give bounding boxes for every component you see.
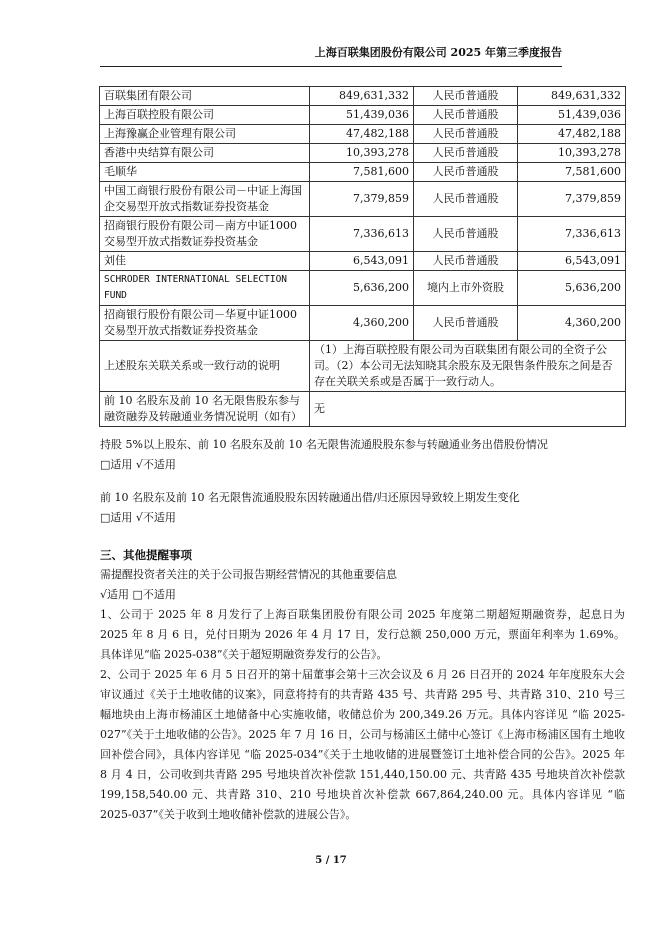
- unrestricted-shares: 10,393,278: [310, 144, 414, 163]
- page-number: 5 / 17: [315, 855, 347, 866]
- share-type: 人民币普通股: [414, 163, 518, 182]
- relation-row: [100, 341, 626, 392]
- margin-label: 前 10 名股东及前 10 名无限售股东参与融资融券及转融通业务情况说明（如有）: [100, 392, 310, 427]
- section-options: √适用 □不适用: [100, 588, 176, 601]
- share-count: 7,379,859: [518, 182, 626, 217]
- shareholder-name: 刘佳: [100, 252, 310, 271]
- relation-label: 上述股东关联关系或一致行动的说明: [100, 341, 310, 392]
- shareholder-name: SCHRODER INTERNATIONAL SELECTION FUND: [100, 271, 310, 306]
- unrestricted-shares: 5,636,200: [310, 271, 414, 306]
- unrestricted-shares: 51,439,036: [310, 106, 414, 125]
- table-row: [100, 182, 626, 217]
- shareholder-name: 中国工商银行股份有限公司－中证上海国企交易型开放式指数证券投资基金: [100, 182, 310, 217]
- margin-text: 无: [310, 392, 626, 427]
- share-count: 5,636,200: [518, 271, 626, 306]
- table-row: [100, 252, 626, 271]
- table-row: [100, 144, 626, 163]
- share-type: 人民币普通股: [414, 125, 518, 144]
- share-type: 人民币普通股: [414, 306, 518, 341]
- unrestricted-shares: 849,631,332: [310, 87, 414, 106]
- shareholder-name: 上海百联控股有限公司: [100, 106, 310, 125]
- section-intro: 需提醒投资者关注的关于公司报告期经营情况的其他重要信息: [100, 568, 397, 581]
- share-count: 849,631,332: [518, 87, 626, 106]
- page-header: 上海百联集团股份有限公司 2025 年第三季度报告: [100, 44, 562, 67]
- share-count: 10,393,278: [518, 144, 626, 163]
- table-row: [100, 125, 626, 144]
- table-row: [100, 217, 626, 252]
- share-count: 6,543,091: [518, 252, 626, 271]
- section-title: 三、其他提醒事项: [100, 548, 192, 562]
- table-row: [100, 106, 626, 125]
- share-type: 人民币普通股: [414, 217, 518, 252]
- unrestricted-shares: 7,336,613: [310, 217, 414, 252]
- shareholder-name: 毛顺华: [100, 163, 310, 182]
- share-type: 境内上市外资股: [414, 271, 518, 306]
- share-type: 人民币普通股: [414, 87, 518, 106]
- top-shareholders-table: [99, 86, 626, 427]
- other-reminders-section: [100, 545, 625, 825]
- relation-text: （1）上海百联控股有限公司为百联集团有限公司的全资子公司。（2）本公司无法知晓其余股东及无限售条件股东之间是否存在关联关系或是否属于一致行动人。: [310, 341, 626, 392]
- change-text: 前 10 名股东及前 10 名无限售流通股股东因转融通出借/归还原因导致较上期发生变化: [100, 491, 520, 504]
- share-count: 4,360,200: [518, 306, 626, 341]
- table-row: [100, 163, 626, 182]
- table-row: [100, 87, 626, 106]
- shareholder-name: 上海豫赢企业管理有限公司: [100, 125, 310, 144]
- item-2: 2、公司于 2025 年 6 月 5 日召开的第十届董事会第十三次会议及 6 月 26 日召开的 2024 年年度股东大会审议通过《关于土地收储的议案》，同意将持有的共青路 435 号、共青路 295 号、共青路 310、210 号三幅地块由上海市杨浦区土地储备中心实施收储，收储总价为 200,349.26 万元。具体内容详见 “临 2025-027”《关于土地收储的公告》。2025 年 7 月 16 日，公司与杨浦区土储中心签订《上海市杨浦区国有土地收回补偿合同》，具体内容详见 “临 2025-034”《关于土地收储的进展暨签订土地补偿合同的公告》。2025 年 8 月 4 日，公司收到共青路 295 号地块首次补偿款 151,440,150.00 元、共青路 435 号地块首次补偿款 199,158,540.00 元、共青路 310、210 号地块首次补偿款 667,864,240.00 元。具体内容详见 “临 2025-037”《关于收到土地收储补偿款的进展公告》。: [100, 668, 625, 821]
- shareholder-name: 招商银行股份有限公司－华夏中证1000交易型开放式指数证券投资基金: [100, 306, 310, 341]
- unrestricted-shares: 6,543,091: [310, 252, 414, 271]
- share-count: 7,336,613: [518, 217, 626, 252]
- shareholder-name: 香港中央结算有限公司: [100, 144, 310, 163]
- lending-section: [100, 435, 625, 475]
- share-type: 人民币普通股: [414, 252, 518, 271]
- shareholder-name: 百联集团有限公司: [100, 87, 310, 106]
- unrestricted-shares: 7,379,859: [310, 182, 414, 217]
- change-section: [100, 488, 625, 528]
- share-type: 人民币普通股: [414, 144, 518, 163]
- item-1: 1、公司于 2025 年 8 月发行了上海百联集团股份有限公司 2025 年度第二期超短期融资券，起息日为 2025 年 8 月 6 日，兑付日期为 2026 年 4 月 17 日，发行总额 250,000 万元，票面年利率为 1.69%。具体详见“临 2025-038”《关于超短期融资券发行的公告》。: [100, 608, 625, 661]
- share-type: 人民币普通股: [414, 182, 518, 217]
- share-type: 人民币普通股: [414, 106, 518, 125]
- unrestricted-shares: 4,360,200: [310, 306, 414, 341]
- change-options: □适用 √不适用: [100, 511, 176, 524]
- table-row: [100, 271, 626, 306]
- margin-row: [100, 392, 626, 427]
- lending-options: □适用 √不适用: [100, 458, 176, 471]
- table-row: [100, 306, 626, 341]
- shareholder-name: 招商银行股份有限公司－南方中证1000交易型开放式指数证券投资基金: [100, 217, 310, 252]
- share-count: 7,581,600: [518, 163, 626, 182]
- unrestricted-shares: 47,482,188: [310, 125, 414, 144]
- lending-text: 持股 5%以上股东、前 10 名股东及前 10 名无限售流通股股东参与转融通业务出借股份情况: [100, 438, 548, 451]
- share-count: 47,482,188: [518, 125, 626, 144]
- unrestricted-shares: 7,581,600: [310, 163, 414, 182]
- share-count: 51,439,036: [518, 106, 626, 125]
